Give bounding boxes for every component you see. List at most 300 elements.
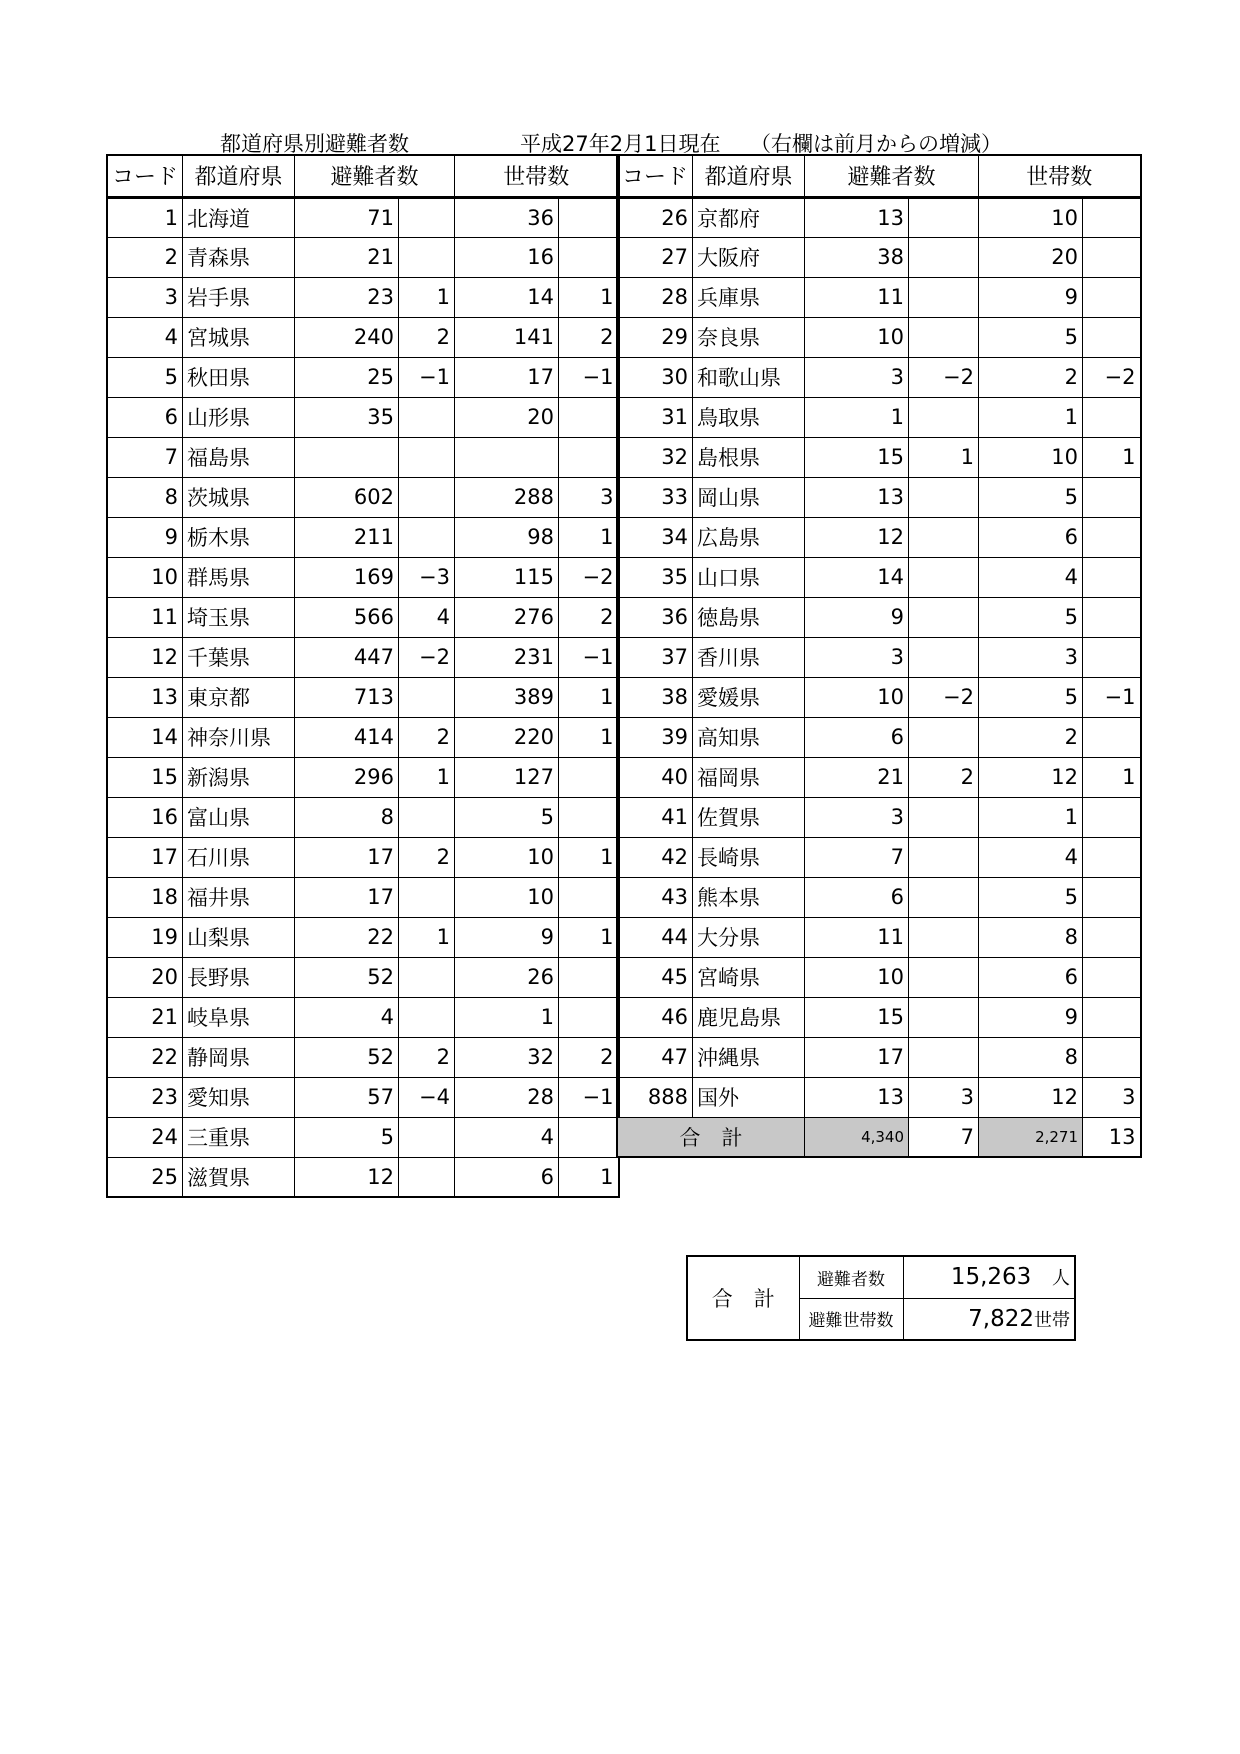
cell-prefecture: 山口県 bbox=[693, 557, 805, 597]
cell-evacuees-delta: −1 bbox=[399, 357, 455, 397]
cell-prefecture: 栃木県 bbox=[183, 517, 295, 557]
subtotal-evacuees: 4,340 bbox=[805, 1117, 909, 1157]
cell-households-delta bbox=[1083, 917, 1141, 957]
cell-households-delta bbox=[1083, 797, 1141, 837]
cell-households: 5 bbox=[979, 477, 1083, 517]
cell-evacuees: 713 bbox=[295, 677, 399, 717]
table-row bbox=[107, 557, 619, 597]
cell-evacuees-delta bbox=[399, 877, 455, 917]
cell-prefecture: 福島県 bbox=[183, 437, 295, 477]
cell-households-delta: 1 bbox=[559, 717, 619, 757]
cell-households: 2 bbox=[979, 357, 1083, 397]
cell-evacuees-delta: 2 bbox=[399, 317, 455, 357]
table-row bbox=[617, 637, 1141, 677]
cell-code: 25 bbox=[107, 1157, 183, 1197]
cell-prefecture: 沖縄県 bbox=[693, 1037, 805, 1077]
cell-evacuees-delta bbox=[909, 557, 979, 597]
cell-evacuees: 414 bbox=[295, 717, 399, 757]
cell-households-delta: −2 bbox=[1083, 357, 1141, 397]
table-row bbox=[617, 757, 1141, 797]
cell-evacuees: 447 bbox=[295, 637, 399, 677]
cell-evacuees-delta bbox=[399, 957, 455, 997]
table-row bbox=[617, 597, 1141, 637]
cell-code: 31 bbox=[617, 397, 693, 437]
cell-households-delta bbox=[1083, 957, 1141, 997]
cell-households: 20 bbox=[979, 237, 1083, 277]
cell-prefecture: 岐阜県 bbox=[183, 997, 295, 1037]
cell-households-delta bbox=[1083, 877, 1141, 917]
cell-households: 6 bbox=[455, 1157, 559, 1197]
table-row bbox=[617, 957, 1141, 997]
cell-evacuees-delta bbox=[909, 717, 979, 757]
cell-evacuees-delta: 4 bbox=[399, 597, 455, 637]
summary-evacuees-value: 15,263 bbox=[950, 1264, 1032, 1291]
cell-prefecture: 三重県 bbox=[183, 1117, 295, 1157]
left-table bbox=[106, 154, 620, 1198]
cell-evacuees-delta bbox=[909, 637, 979, 677]
cell-prefecture: 愛知県 bbox=[183, 1077, 295, 1117]
table-row bbox=[617, 917, 1141, 957]
cell-evacuees-delta: 2 bbox=[399, 837, 455, 877]
cell-code: 10 bbox=[107, 557, 183, 597]
cell-prefecture: 滋賀県 bbox=[183, 1157, 295, 1197]
cell-evacuees-delta: −2 bbox=[909, 357, 979, 397]
cell-code: 4 bbox=[107, 317, 183, 357]
cell-evacuees: 7 bbox=[805, 837, 909, 877]
right-table bbox=[616, 154, 1142, 1158]
table-row bbox=[617, 237, 1141, 277]
cell-prefecture: 長野県 bbox=[183, 957, 295, 997]
table-row bbox=[107, 317, 619, 357]
cell-code: 43 bbox=[617, 877, 693, 917]
cell-code: 28 bbox=[617, 277, 693, 317]
cell-prefecture: 国外 bbox=[693, 1077, 805, 1117]
cell-evacuees: 25 bbox=[295, 357, 399, 397]
table-row bbox=[107, 877, 619, 917]
cell-evacuees-delta bbox=[909, 997, 979, 1037]
cell-evacuees: 1 bbox=[805, 397, 909, 437]
cell-households: 10 bbox=[979, 197, 1083, 237]
table-row bbox=[107, 917, 619, 957]
cell-evacuees: 240 bbox=[295, 317, 399, 357]
cell-households-delta: 3 bbox=[559, 477, 619, 517]
cell-households-delta: 1 bbox=[559, 517, 619, 557]
cell-code: 11 bbox=[107, 597, 183, 637]
cell-households: 32 bbox=[455, 1037, 559, 1077]
cell-evacuees: 38 bbox=[805, 237, 909, 277]
cell-code: 14 bbox=[107, 717, 183, 757]
cell-evacuees: 12 bbox=[295, 1157, 399, 1197]
cell-code: 1 bbox=[107, 197, 183, 237]
cell-prefecture: 長崎県 bbox=[693, 837, 805, 877]
cell-evacuees-delta: 2 bbox=[399, 1037, 455, 1077]
cell-code: 30 bbox=[617, 357, 693, 397]
subtotal-label: 合 計 bbox=[617, 1117, 805, 1157]
cell-prefecture: 兵庫県 bbox=[693, 277, 805, 317]
cell-code: 45 bbox=[617, 957, 693, 997]
table-row bbox=[617, 1077, 1141, 1117]
table-row bbox=[107, 1157, 619, 1197]
table-row bbox=[107, 1077, 619, 1117]
cell-households-delta bbox=[559, 237, 619, 277]
cell-evacuees-delta bbox=[909, 877, 979, 917]
cell-households-delta bbox=[559, 197, 619, 237]
cell-households-delta bbox=[559, 1117, 619, 1157]
cell-households: 276 bbox=[455, 597, 559, 637]
table-row bbox=[107, 677, 619, 717]
summary-row-evacuees bbox=[687, 1256, 1075, 1298]
cell-code: 42 bbox=[617, 837, 693, 877]
cell-code: 20 bbox=[107, 957, 183, 997]
cell-evacuees: 57 bbox=[295, 1077, 399, 1117]
cell-households: 26 bbox=[455, 957, 559, 997]
cell-evacuees-delta: 3 bbox=[909, 1077, 979, 1117]
cell-households-delta bbox=[559, 757, 619, 797]
cell-evacuees-delta bbox=[399, 437, 455, 477]
cell-code: 17 bbox=[107, 837, 183, 877]
cell-evacuees-delta: 2 bbox=[909, 757, 979, 797]
cell-households: 220 bbox=[455, 717, 559, 757]
cell-evacuees: 10 bbox=[805, 317, 909, 357]
cell-code: 32 bbox=[617, 437, 693, 477]
cell-households bbox=[455, 437, 559, 477]
cell-prefecture: 京都府 bbox=[693, 197, 805, 237]
cell-evacuees: 566 bbox=[295, 597, 399, 637]
cell-code: 16 bbox=[107, 797, 183, 837]
table-row bbox=[617, 317, 1141, 357]
title-main: 都道府県別避難者数 bbox=[220, 132, 409, 156]
summary-households-cell bbox=[903, 1298, 1075, 1340]
cell-households: 141 bbox=[455, 317, 559, 357]
cell-code: 47 bbox=[617, 1037, 693, 1077]
header-households: 世帯数 bbox=[455, 155, 619, 197]
cell-evacuees: 6 bbox=[805, 717, 909, 757]
cell-households: 10 bbox=[979, 437, 1083, 477]
cell-evacuees-delta bbox=[909, 237, 979, 277]
cell-households: 4 bbox=[979, 557, 1083, 597]
table-row bbox=[617, 197, 1141, 237]
cell-households-delta bbox=[1083, 477, 1141, 517]
table-row bbox=[107, 1037, 619, 1077]
table-row bbox=[617, 797, 1141, 837]
table-row bbox=[107, 837, 619, 877]
cell-prefecture: 佐賀県 bbox=[693, 797, 805, 837]
cell-evacuees bbox=[295, 437, 399, 477]
cell-prefecture: 茨城県 bbox=[183, 477, 295, 517]
cell-code: 29 bbox=[617, 317, 693, 357]
cell-evacuees: 169 bbox=[295, 557, 399, 597]
cell-evacuees: 3 bbox=[805, 357, 909, 397]
cell-households: 14 bbox=[455, 277, 559, 317]
cell-evacuees: 12 bbox=[805, 517, 909, 557]
table-row bbox=[107, 437, 619, 477]
summary-households-value: 7,822 bbox=[968, 1305, 1034, 1332]
table-row bbox=[617, 717, 1141, 757]
cell-prefecture: 青森県 bbox=[183, 237, 295, 277]
cell-evacuees: 3 bbox=[805, 797, 909, 837]
cell-evacuees-delta bbox=[399, 1117, 455, 1157]
cell-evacuees: 71 bbox=[295, 197, 399, 237]
cell-households-delta bbox=[1083, 837, 1141, 877]
cell-prefecture: 奈良県 bbox=[693, 317, 805, 357]
summary-evacuees-unit: 人 bbox=[1052, 1268, 1070, 1290]
title-note: （右欄は前月からの増減） bbox=[750, 132, 1002, 156]
cell-code: 38 bbox=[617, 677, 693, 717]
subtotal-row bbox=[617, 1117, 1141, 1157]
table-row bbox=[617, 397, 1141, 437]
cell-households-delta bbox=[1083, 717, 1141, 757]
cell-evacuees: 15 bbox=[805, 997, 909, 1037]
cell-households: 5 bbox=[979, 597, 1083, 637]
cell-households-delta bbox=[1083, 997, 1141, 1037]
table-row bbox=[617, 997, 1141, 1037]
cell-evacuees: 13 bbox=[805, 1077, 909, 1117]
table-row bbox=[617, 557, 1141, 597]
cell-evacuees: 10 bbox=[805, 677, 909, 717]
cell-code: 3 bbox=[107, 277, 183, 317]
header-code: コード bbox=[107, 155, 183, 197]
cell-households: 10 bbox=[455, 837, 559, 877]
cell-evacuees: 17 bbox=[805, 1037, 909, 1077]
header-code: コード bbox=[617, 155, 693, 197]
cell-evacuees: 15 bbox=[805, 437, 909, 477]
cell-households: 2 bbox=[979, 717, 1083, 757]
cell-code: 2 bbox=[107, 237, 183, 277]
cell-households-delta: −2 bbox=[559, 557, 619, 597]
cell-households: 288 bbox=[455, 477, 559, 517]
cell-prefecture: 和歌山県 bbox=[693, 357, 805, 397]
cell-households: 10 bbox=[455, 877, 559, 917]
cell-households-delta bbox=[559, 957, 619, 997]
cell-households-delta: −1 bbox=[559, 637, 619, 677]
cell-code: 22 bbox=[107, 1037, 183, 1077]
cell-households: 17 bbox=[455, 357, 559, 397]
cell-evacuees-delta: −2 bbox=[909, 677, 979, 717]
cell-evacuees: 6 bbox=[805, 877, 909, 917]
cell-households-delta bbox=[1083, 557, 1141, 597]
summary-table bbox=[686, 1255, 1076, 1341]
cell-code: 15 bbox=[107, 757, 183, 797]
cell-prefecture: 福岡県 bbox=[693, 757, 805, 797]
cell-households-delta: 1 bbox=[559, 837, 619, 877]
cell-households-delta: −1 bbox=[559, 357, 619, 397]
cell-prefecture: 埼玉県 bbox=[183, 597, 295, 637]
cell-code: 9 bbox=[107, 517, 183, 557]
summary-households-unit: 世帯 bbox=[1034, 1309, 1070, 1331]
cell-prefecture: 島根県 bbox=[693, 437, 805, 477]
cell-code: 33 bbox=[617, 477, 693, 517]
table-row bbox=[107, 997, 619, 1037]
cell-households: 1 bbox=[979, 797, 1083, 837]
summary-evacuees-cell bbox=[903, 1256, 1075, 1298]
cell-prefecture: 高知県 bbox=[693, 717, 805, 757]
summary-label: 合 計 bbox=[687, 1256, 799, 1340]
cell-evacuees-delta bbox=[909, 197, 979, 237]
cell-code: 6 bbox=[107, 397, 183, 437]
cell-code: 23 bbox=[107, 1077, 183, 1117]
cell-households: 8 bbox=[979, 917, 1083, 957]
cell-code: 19 bbox=[107, 917, 183, 957]
cell-prefecture: 大分県 bbox=[693, 917, 805, 957]
table-row bbox=[107, 597, 619, 637]
table-row bbox=[107, 277, 619, 317]
cell-households-delta: −1 bbox=[559, 1077, 619, 1117]
header-pref: 都道府県 bbox=[183, 155, 295, 197]
cell-households-delta bbox=[1083, 397, 1141, 437]
cell-evacuees-delta bbox=[909, 317, 979, 357]
table-row bbox=[107, 517, 619, 557]
cell-households-delta: 2 bbox=[559, 1037, 619, 1077]
cell-households: 98 bbox=[455, 517, 559, 557]
cell-evacuees-delta bbox=[909, 1037, 979, 1077]
table-row bbox=[107, 397, 619, 437]
cell-prefecture: 富山県 bbox=[183, 797, 295, 837]
header-evacuees: 避難者数 bbox=[295, 155, 455, 197]
cell-prefecture: 鹿児島県 bbox=[693, 997, 805, 1037]
cell-prefecture: 宮崎県 bbox=[693, 957, 805, 997]
cell-evacuees: 21 bbox=[805, 757, 909, 797]
table-row bbox=[617, 477, 1141, 517]
table-row bbox=[107, 757, 619, 797]
cell-code: 27 bbox=[617, 237, 693, 277]
cell-households-delta: 2 bbox=[559, 597, 619, 637]
cell-evacuees: 52 bbox=[295, 957, 399, 997]
cell-evacuees: 11 bbox=[805, 277, 909, 317]
cell-evacuees-delta bbox=[399, 517, 455, 557]
cell-code: 34 bbox=[617, 517, 693, 557]
cell-households-delta: 1 bbox=[559, 917, 619, 957]
cell-households: 12 bbox=[979, 1077, 1083, 1117]
cell-evacuees-delta bbox=[909, 597, 979, 637]
cell-code: 13 bbox=[107, 677, 183, 717]
cell-prefecture: 山形県 bbox=[183, 397, 295, 437]
cell-evacuees-delta bbox=[909, 277, 979, 317]
cell-households-delta: 1 bbox=[559, 1157, 619, 1197]
cell-prefecture: 岩手県 bbox=[183, 277, 295, 317]
cell-code: 21 bbox=[107, 997, 183, 1037]
header-pref: 都道府県 bbox=[693, 155, 805, 197]
cell-evacuees-delta: 1 bbox=[909, 437, 979, 477]
cell-households: 5 bbox=[979, 677, 1083, 717]
cell-prefecture: 宮城県 bbox=[183, 317, 295, 357]
cell-households-delta bbox=[1083, 597, 1141, 637]
cell-evacuees: 17 bbox=[295, 877, 399, 917]
table-row bbox=[107, 1117, 619, 1157]
table-row bbox=[617, 837, 1141, 877]
cell-households-delta: 1 bbox=[559, 677, 619, 717]
cell-evacuees: 22 bbox=[295, 917, 399, 957]
cell-prefecture: 香川県 bbox=[693, 637, 805, 677]
table-row bbox=[617, 357, 1141, 397]
cell-prefecture: 神奈川県 bbox=[183, 717, 295, 757]
cell-code: 5 bbox=[107, 357, 183, 397]
cell-code: 36 bbox=[617, 597, 693, 637]
cell-evacuees: 35 bbox=[295, 397, 399, 437]
cell-households: 28 bbox=[455, 1077, 559, 1117]
subtotal-households: 2,271 bbox=[979, 1117, 1083, 1157]
subtotal-households-delta: 13 bbox=[1083, 1117, 1141, 1157]
cell-evacuees: 9 bbox=[805, 597, 909, 637]
cell-households-delta bbox=[1083, 317, 1141, 357]
cell-evacuees-delta bbox=[909, 957, 979, 997]
table-row bbox=[107, 357, 619, 397]
cell-evacuees-delta bbox=[399, 1157, 455, 1197]
table-row bbox=[107, 957, 619, 997]
cell-code: 26 bbox=[617, 197, 693, 237]
cell-code: 40 bbox=[617, 757, 693, 797]
cell-prefecture: 群馬県 bbox=[183, 557, 295, 597]
cell-prefecture: 愛媛県 bbox=[693, 677, 805, 717]
cell-code: 46 bbox=[617, 997, 693, 1037]
table-header-row bbox=[617, 155, 1141, 197]
table-row bbox=[107, 717, 619, 757]
cell-households: 9 bbox=[979, 997, 1083, 1037]
cell-evacuees-delta: −2 bbox=[399, 637, 455, 677]
table-row bbox=[107, 477, 619, 517]
cell-code: 35 bbox=[617, 557, 693, 597]
cell-evacuees-delta: 1 bbox=[399, 757, 455, 797]
cell-evacuees-delta bbox=[399, 197, 455, 237]
cell-prefecture: 鳥取県 bbox=[693, 397, 805, 437]
cell-evacuees: 11 bbox=[805, 917, 909, 957]
table-row bbox=[107, 797, 619, 837]
cell-prefecture: 徳島県 bbox=[693, 597, 805, 637]
table-row bbox=[617, 517, 1141, 557]
cell-households: 231 bbox=[455, 637, 559, 677]
cell-evacuees-delta: 1 bbox=[399, 917, 455, 957]
cell-evacuees-delta bbox=[399, 477, 455, 517]
cell-evacuees-delta bbox=[909, 917, 979, 957]
cell-households-delta: 2 bbox=[559, 317, 619, 357]
cell-prefecture: 静岡県 bbox=[183, 1037, 295, 1077]
cell-households-delta bbox=[1083, 637, 1141, 677]
summary-evacuees-label: 避難者数 bbox=[799, 1256, 903, 1298]
cell-households: 3 bbox=[979, 637, 1083, 677]
cell-evacuees: 23 bbox=[295, 277, 399, 317]
header-households: 世帯数 bbox=[979, 155, 1141, 197]
cell-households-delta bbox=[1083, 237, 1141, 277]
table-row bbox=[617, 437, 1141, 477]
cell-code: 37 bbox=[617, 637, 693, 677]
cell-evacuees-delta: 2 bbox=[399, 717, 455, 757]
table-row bbox=[107, 637, 619, 677]
table-row bbox=[617, 277, 1141, 317]
cell-households-delta bbox=[559, 397, 619, 437]
subtotal-evacuees-delta: 7 bbox=[909, 1117, 979, 1157]
cell-evacuees: 13 bbox=[805, 477, 909, 517]
cell-code: 7 bbox=[107, 437, 183, 477]
cell-code: 8 bbox=[107, 477, 183, 517]
cell-prefecture: 新潟県 bbox=[183, 757, 295, 797]
table-row bbox=[617, 877, 1141, 917]
cell-prefecture: 秋田県 bbox=[183, 357, 295, 397]
cell-households: 5 bbox=[979, 317, 1083, 357]
cell-evacuees-delta: 1 bbox=[399, 277, 455, 317]
cell-prefecture: 大阪府 bbox=[693, 237, 805, 277]
cell-prefecture: 千葉県 bbox=[183, 637, 295, 677]
cell-households: 20 bbox=[455, 397, 559, 437]
cell-households: 1 bbox=[455, 997, 559, 1037]
cell-evacuees: 17 bbox=[295, 837, 399, 877]
cell-prefecture: 福井県 bbox=[183, 877, 295, 917]
cell-evacuees-delta bbox=[399, 397, 455, 437]
cell-prefecture: 熊本県 bbox=[693, 877, 805, 917]
cell-households-delta: 1 bbox=[1083, 437, 1141, 477]
cell-households-delta bbox=[559, 997, 619, 1037]
cell-households-delta: 1 bbox=[559, 277, 619, 317]
header-evacuees: 避難者数 bbox=[805, 155, 979, 197]
cell-households: 36 bbox=[455, 197, 559, 237]
